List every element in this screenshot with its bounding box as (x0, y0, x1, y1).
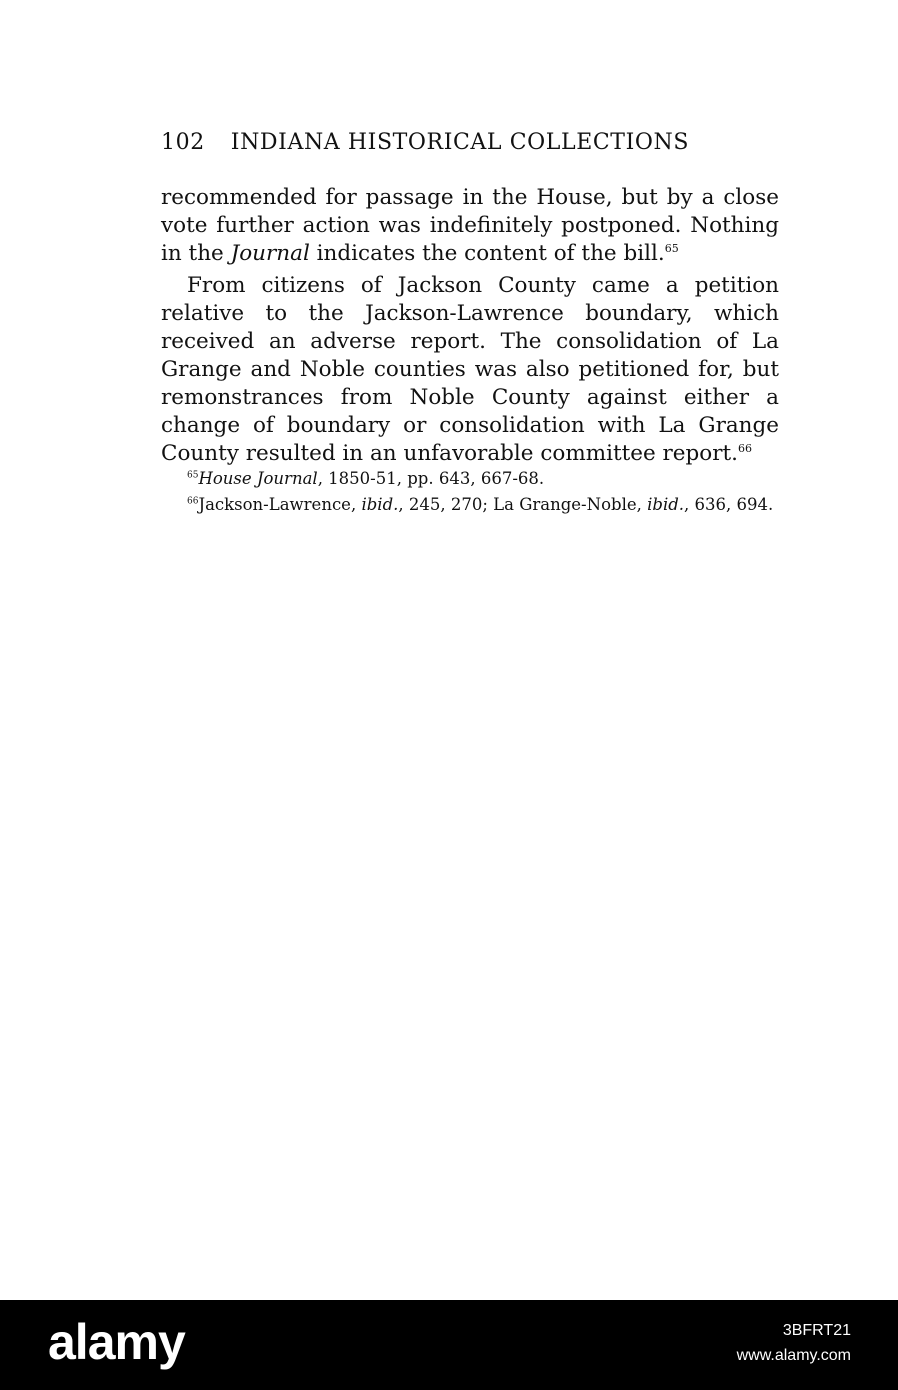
footnote-66 (161, 494, 779, 516)
alamy-logo: alamy (48, 1314, 185, 1370)
paragraph-2-text: From citizens of Jackson County came a petition relative to the Jackson-Lawrence boundary, which received an adverse report. The consolidation of La Grange and Noble counties was also petitioned for, but remonstrances from Noble County against either a change of boundary or consolidation with La Grange County resulted in an unfavorable committee report. (161, 273, 779, 466)
paragraph-1-text-end: indicates the content of the bill. (309, 241, 665, 266)
running-header (161, 130, 706, 155)
journal-italic: Journal (230, 241, 310, 266)
page-number: 102 (161, 130, 205, 155)
footnote-mark: 65 (187, 470, 199, 481)
site-url: www.alamy.com (736, 1347, 851, 1364)
footnotes (161, 468, 779, 520)
footnote-text: , 1850-51, pp. 643, 667-68. (317, 469, 545, 488)
footnote-title: House Journal (198, 469, 318, 488)
footnote-ibid: ibid. (361, 495, 399, 514)
footnote-text: Jackson-Lawrence, (198, 495, 362, 514)
paragraph-1-text: recommended for passage in the House, but by a close vote further action was indefinitely postponed. Nothing in the (161, 185, 779, 266)
body-text (161, 184, 779, 468)
running-title: INDIANA HISTORICAL COLLECTIONS (230, 130, 690, 155)
footnote-65 (161, 468, 779, 490)
image-id: 3BFRT21 (782, 1322, 851, 1339)
footnote-text: , 636, 694. (684, 495, 774, 514)
footnote-ibid: ibid. (647, 495, 685, 514)
footnote-ref-65: 65 (664, 241, 679, 255)
paragraph-2 (161, 272, 779, 468)
footnote-ref-66: 66 (738, 441, 752, 455)
paragraph-1 (161, 184, 779, 268)
footnote-mark: 66 (187, 496, 199, 507)
footnote-text: , 245, 270; La Grange-Noble, (398, 495, 648, 514)
